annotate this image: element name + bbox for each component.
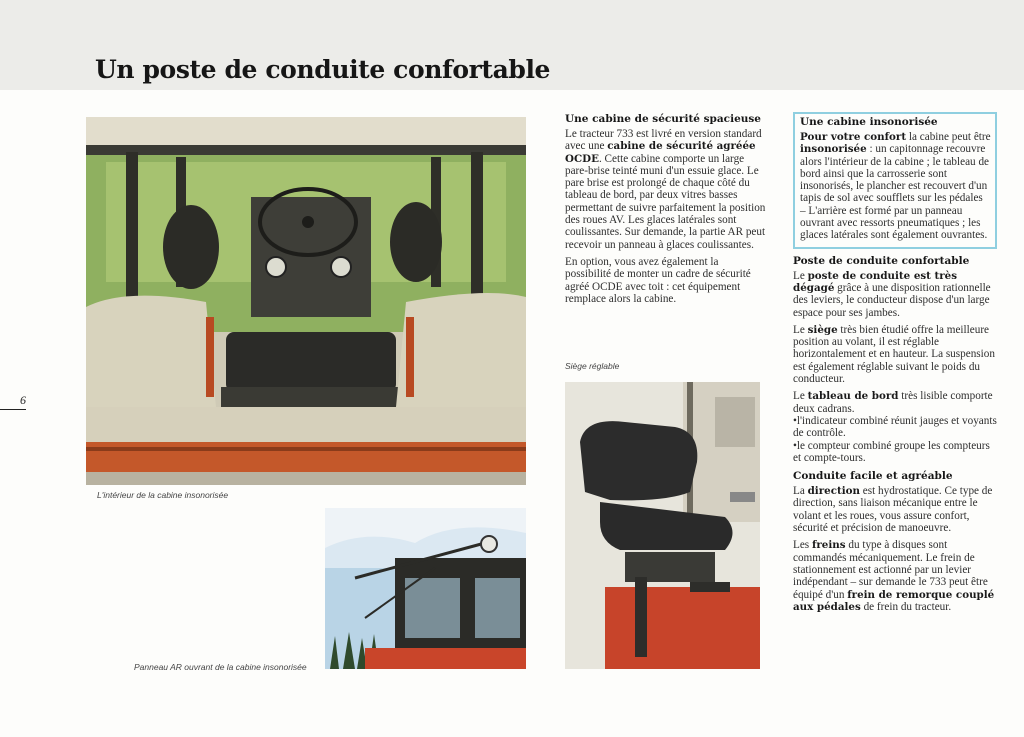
cabine-insonorisee-box (793, 112, 997, 249)
cabin-interior-photo (86, 117, 526, 485)
paragraph-direction: La direction est hydrostatique. Ce type de direction, sans liaison mécanique entre le volant et les roues, vous assure confort, sécurité et précision de manoeuvre. (793, 485, 993, 535)
paragraph-cabine-securite: Le tracteur 733 est livré en version standard avec une cabine de sécurité agréée OCDE. Cette cabine comporte un large pare-brise teinté muni d'un essuie glace. Le pare brise est prolongé de chaque côté du tableau de bord, par deux vitres basses permettant de suivre parfaitement la position des roues AV. Les glaces latérales sont coulissantes. Sur demande, la partie AR peut recevoir un panneau à glaces coulissantes. (565, 128, 766, 251)
seat-photo (565, 382, 760, 669)
paragraph-cabine-insonorisee: Pour votre confort la cabine peut être insonorisée : un capitonnage recouvre alors l'intérieur de la cabine ; le tableau de bord ainsi que la carrosserie sont insonorisés, le plancher est recouvert d'un tapis de sol avec soufflets sur les pédales – L'arrière est formé par un panneau ouvrant avec ressorts pneumatiques ; les glaces latérales sont également ouvrantes. (800, 131, 991, 242)
heading-conduite-facile: Conduite facile et agréable (793, 470, 953, 483)
page-number: 6 (0, 393, 26, 410)
bullet-indicateur: •l'indicateur combiné réunit jauges et voyants de contrôle. (793, 414, 997, 440)
paragraph-option-cadre: En option, vous avez également la possibilité de monter un cadre de sécurité agréé OCDE avec toit : cet équipement remplace alors la cabine. (565, 255, 751, 305)
cabin-interior-caption: L'intérieur de la cabine insonorisée (97, 490, 229, 500)
heading-cabine-securite: Une cabine de sécurité spacieuse (565, 113, 761, 125)
paragraph-tableau-de-bord: Le tableau de bord très lisible comporte deux cadrans. •l'indicateur combiné réunit jauges et voyants de contrôle. •le compteur combiné groupe les compteurs et compte-tours. (793, 390, 997, 464)
rear-panel-caption: Panneau AR ouvrant de la cabine insonorisée (134, 662, 307, 672)
paragraph-siege: Le siège très bien étudié offre la meilleure position au volant, il est réglable horizontalement et en hauteur. La suspension est également réglable suivant le poids du conducteur. (793, 323, 995, 386)
page-title: Un poste de conduite confortable (95, 55, 551, 84)
paragraph-freins: Les freins du type à disques sont commandés mécaniquement. Le frein de stationnement est actionné par un levier indépendant – sur demande le 733 peut être équipé d'un frein de remorque couplé aux pédales de frein du tracteur. (793, 539, 995, 613)
seat-caption: Siège réglable (565, 361, 620, 371)
paragraph-poste-conduite: Le poste de conduite est très dégagé grâce à une disposition rationnelle des leviers, le conducteur dispose d'un large espace pour ses jambes. (793, 269, 991, 319)
rear-panel-photo (325, 508, 526, 669)
text-column-confort (793, 112, 997, 618)
bullet-compteur: •le compteur combiné groupe les compteurs et compte-tours. (793, 439, 990, 464)
heading-poste-conduite: Poste de conduite confortable (793, 254, 970, 267)
heading-cabine-insonorisee: Une cabine insonorisée (800, 116, 938, 128)
text-column-cabine-securite (565, 113, 767, 310)
